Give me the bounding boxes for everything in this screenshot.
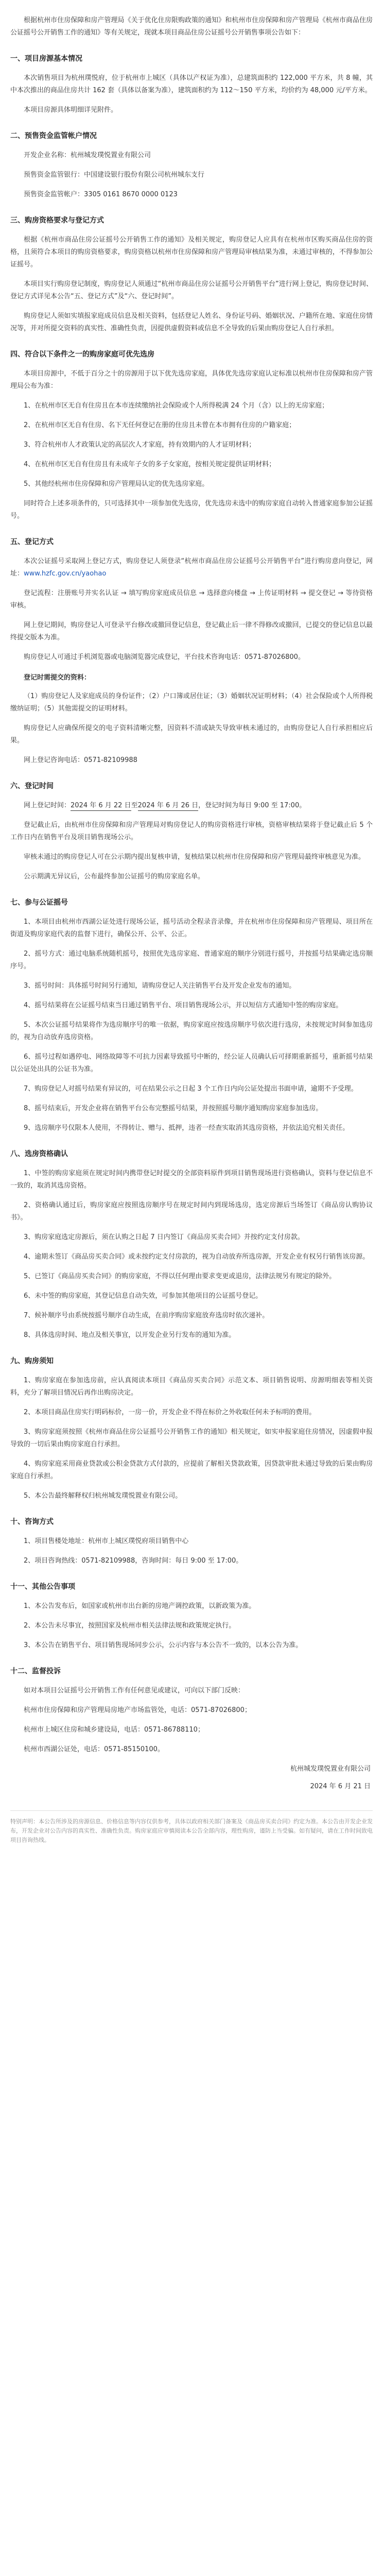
date-start: 2024 年 6 月 22 日 — [71, 801, 131, 811]
paragraph: 购房登记人应确保所提交的电子资料清晰完整，因资料不清或缺失导致审核未通过的，由购房登记人自行承担相应后果。 — [10, 724, 373, 744]
paragraph: 预售资金监管帐户：3305 0161 8670 0000 0123 — [24, 191, 178, 198]
section-heading-registration-time: 六、登记时间 — [10, 782, 54, 790]
list-item: 5、其他经杭州市住房保障和房产管理局认定的优先选房家庭。 — [24, 480, 209, 488]
paragraph: 2、资格确认通过后，购房家庭应按照选房顺序号在规定时间内到现场选房，选定房源后当场签订《商品房认购协议书》。 — [10, 1201, 373, 1222]
paragraph: 6、未中签的购房家庭，其登记信息自动失效，可参加其他项目的公证摇号登记。 — [24, 1292, 263, 1300]
signature-company: 杭州城发璞悦置业有限公司 — [290, 1765, 371, 1773]
paragraph: 2、本项目商品住房实行明码标价，一房一价，开发企业不得在标价之外收取任何未予标明的费用。 — [24, 1409, 316, 1416]
section-heading-priority: 四、符合以下条件之一的购房家庭可优先选房 — [10, 350, 154, 359]
paragraph: 网上登记期间，购房登记人可登录平台修改或撤回登记信息，登记截止后一律不得修改或撤回，已提交的登记信息以最终提交版本为准。 — [10, 621, 373, 641]
paragraph: 杭州市上城区住房和城乡建设局，电话：0571-86788110； — [24, 1726, 204, 1734]
paragraph-text: ，登记时间为每日 9:00 至 17:00。 — [198, 802, 306, 809]
paragraph: 本项目房源具体明细详见附件。 — [24, 106, 118, 114]
paragraph: 8、具体选房时间、地点及相关事宜，以开发企业另行发布的通知为准。 — [24, 1331, 236, 1339]
paragraph: 1、本公告发布后，如国家或杭州市出台新的房地产调控政策，以新政策为准。 — [24, 1602, 256, 1610]
paragraph: 3、购房家庭须按照《杭州市商品住房公证摇号公开销售工作的通知》相关规定，如实申报家庭住房情况，因虚假申报导致的一切后果由购房家庭自行承担。 — [10, 1428, 373, 1448]
paragraph: 购房登记人可通过手机浏览器或电脑浏览器完成登记，平台技术咨询电话：0571-87026800。 — [24, 653, 305, 661]
paragraph: 如对本项目公证摇号公开销售工作有任何意见或建议，可向以下部门反映： — [24, 1687, 245, 1694]
paragraph: （1）购房登记人及家庭成员的身份证件；（2）户口簿或居住证；（3）婚姻状况证明材料；（4）社会保险或个人所得税缴纳证明；（5）其他需提交的证明材料。 — [10, 692, 373, 713]
section-heading-notice: 九、购房须知 — [10, 1357, 54, 1365]
paragraph: 5、本次公证摇号结果将作为选房顺序号的唯一依据，购房家庭应按选房顺序号依次进行选房，未按规定时间参加选房的，视为自动放弃选房资格。 — [10, 1021, 373, 1041]
paragraph: 5、本公告最终解释权归杭州城发璞悦置业有限公司。 — [24, 1492, 182, 1500]
paragraph: 公示期满无异议后，公布最终参加公证摇号的购房家庭名单。 — [24, 873, 205, 880]
paragraph: 预售资金监管银行：中国建设银行股份有限公司杭州城东支行 — [24, 171, 205, 179]
paragraph: 9、选房顺序号仅限本人使用，不得转让、赠与、抵押，违者一经查实取消其选房资格，并依法追究相关责任。 — [24, 1124, 350, 1132]
intro-paragraph: 根据杭州市住房保障和房产管理局《关于优化住房限购政策的通知》和杭州市住房保障和房产管理局《杭州市商品住房公证摇号公开销售工作的通知》等有关规定，现就本项目商品住房公证摇号公开销售事项公告如下： — [10, 16, 373, 37]
paragraph: 5、已签订《商品房买卖合同》的购房家庭，不得以任何理由要求变更或退房，法律法规另有规定的除外。 — [24, 1273, 336, 1280]
paragraph: 杭州市住房保障和房产管理局房地产市场监管处，电话：0571-87026800； — [24, 1706, 251, 1714]
section-heading-supervision: 十二、监督投诉 — [10, 1667, 61, 1675]
paragraph: 8、摇号结束后，开发企业将在销售平台公布完整摇号结果，并按照摇号顺序通知购房家庭参加选房。 — [24, 1105, 323, 1112]
paragraph: 1、项目售楼处地址：杭州市上城区璞悦府项目销售中心 — [24, 1537, 189, 1545]
paragraph: 6、摇号过程如遇停电、网络故障等不可抗力因素导致摇号中断的，经公证人员确认后可择期重新摇号，重新摇号结果以公证处出具的公证书为准。 — [10, 1053, 373, 1073]
paragraph: 本项目实行购房登记制度，购房登记人须通过“杭州市商品住房公证摇号公开销售平台”进行网上登记，购房登记时间、登记方式详见本公告“五、登记方式”及“六、登记时间”。 — [10, 280, 373, 300]
paragraph: 购房登记人须如实填报家庭成员信息及相关资料，包括登记人姓名、身份证号码、婚姻状况、户籍所在地、家庭住房情况等，并对所提交资料的真实性、准确性负责，因提供虚假资料或信息不全导致的后果由购房登记人自行承担。 — [10, 312, 373, 332]
paragraph: 本项目房源中，不低于百分之十的房源用于以下优先选房家庭，具体优先选房家庭认定标准以杭州市住房保障和房产管理局公布为准： — [10, 370, 373, 390]
paragraph: 2、摇号方式：通过电脑系统随机摇号，按照优先选房家庭、普通家庭的顺序分别进行摇号，并按摇号结果确定选房顺序号。 — [10, 950, 373, 970]
section-heading-project: 一、项目房源基本情况 — [10, 55, 82, 63]
section-heading-lottery: 七、参与公证摇号 — [10, 899, 68, 907]
paragraph: 4、购房家庭采用商业贷款或公积金贷款方式付款的，应提前了解相关贷款政策，因贷款审批未通过导致的后果由购房家庭自行承担。 — [10, 1460, 373, 1480]
paragraph: 杭州市西湖公证处，电话：0571-85150100。 — [24, 1745, 164, 1753]
list-item: 3、符合杭州市人才政策认定的高层次人才家庭，持有效期内的人才证明材料； — [24, 441, 256, 449]
paragraph — [10, 555, 373, 580]
paragraph: 3、本公告在销售平台、项目销售现场同步公示，公示内容与本公告不一致的，以本公告为准。 — [24, 1641, 303, 1649]
paragraph: 1、本项目由杭州市西湖公证处进行现场公证，摇号活动全程录音录像，并在杭州市住房保障和房产管理局、项目所在街道及购房家庭代表的监督下进行，确保公开、公平、公正。 — [10, 918, 373, 938]
paragraph: 2、本公告未尽事宜，按照国家及杭州市相关法律法规和政策规定执行。 — [24, 1622, 236, 1630]
section-heading-confirmation: 八、选房资格确认 — [10, 1150, 68, 1158]
subheading-materials: 登记时需提交的资料： — [24, 674, 91, 682]
paragraph: 登记截止后，由杭州市住房保障和房产管理局对购房登记人的购房资格进行审核，资格审核结果将于登记截止后 5 个工作日内在销售平台及项目销售现场公示。 — [10, 821, 373, 841]
paragraph: 7、购房登记人对摇号结果有异议的，可在结果公示之日起 3 个工作日内向公证处提出书面申请，逾期不予受理。 — [24, 1085, 358, 1093]
paragraph: 审核未通过的购房登记人可在公示期内提出复核申请，复核结果以杭州市住房保障和房产管理局最终审核意见为准。 — [24, 853, 365, 861]
paragraph: 7、候补顺序号由系统按摇号顺序自动生成，在前序购房家庭放弃选房时依次递补。 — [24, 1312, 269, 1319]
section-heading-registration-method: 五、登记方式 — [10, 538, 54, 546]
paragraph: 根据《杭州市商品住房公证摇号公开销售工作的通知》及相关规定，购房登记人应具有在杭州市区购买商品住房的资格，且须符合本项目的购房资格要求，购房资格以杭州市住房保障和房产管理局审核结果为准，未通过审核的，不得参加公证摇号。 — [10, 236, 373, 268]
paragraph: 1、购房家庭在参加选房前，应认真阅读本项目《商品房买卖合同》示范文本、项目销售说明、房源明细表等相关资料，充分了解项目情况后再作出购房决定。 — [10, 1377, 373, 1397]
paragraph: 同时符合上述多项条件的，只可选择其中一项参加优先选房，优先选房未选中的购房家庭自动转入普通家庭参加公证摇号。 — [10, 500, 373, 520]
registration-period — [10, 800, 373, 812]
section-heading-escrow: 二、预售资金监管帐户情况 — [10, 132, 97, 140]
paragraph-text: 本次公证摇号采取网上登记方式，购房登记人须登录“杭州市商品住房公证摇号公开销售平台”进行购房意向登记，网址： — [10, 557, 373, 578]
footer-disclaimer: 特别声明：本公告所涉及的房源信息、价格信息等内容仅供参考，具体以政府相关部门备案及《商品房买卖合同》约定为准。本公告由开发企业发布，开发企业对公告内容的真实性、准确性负责。购房家庭应审慎阅读本公告全部内容，理性购房，谨防上当受骗。如有疑问，请在工作时间致电项目咨询热线。 — [10, 1810, 373, 1845]
paragraph: 3、摇号时间：具体摇号时间另行通知，请购房登记人关注销售平台及开发企业发布的通知。 — [24, 982, 296, 990]
signature-date: 2024 年 6 月 21 日 — [310, 1783, 371, 1790]
list-item: 2、在杭州市区无自有住房、名下无任何登记在册的住房且未曾在本市拥有住房的户籍家庭； — [24, 421, 296, 429]
paragraph: 登记流程：注册账号并实名认证 → 填写购房家庭成员信息 → 选择意向楼盘 → 上传证明材料 → 提交登记 → 等待资格审核。 — [10, 589, 373, 609]
section-heading-contact: 十、咨询方式 — [10, 1518, 54, 1526]
date-end: 2024 年 6 月 26 日 — [138, 801, 199, 811]
paragraph: 3、购房家庭选定房源后，须在认购之日起 7 日内签订《商品房买卖合同》并按约定支付房款。 — [24, 1233, 304, 1241]
paragraph-text: 至 — [131, 802, 138, 809]
section-heading-eligibility: 三、购房资格要求与登记方式 — [10, 216, 104, 225]
section-heading-other: 十一、其他公告事项 — [10, 1583, 75, 1591]
paragraph: 4、逾期未签订《商品房买卖合同》或未按约定支付房款的，视为自动放弃所选房源，开发企业有权另行销售该房源。 — [24, 1253, 370, 1261]
paragraph: 2、项目咨询热线：0571-82109988，咨询时间：每日 9:00 至 17:00。 — [24, 1557, 243, 1565]
paragraph: 1、中签的购房家庭须在规定时间内携带登记时提交的全部资料原件到项目销售现场进行资格确认，资料与登记信息不一致的，取消其选房资格。 — [10, 1170, 373, 1190]
paragraph: 本次销售项目为杭州璞悦府，位于杭州市上城区（具体以产权证为准），总建筑面积约 122,000 平方米，共 8 幢，其中本次推出的商品住房共计 162 套（具体以备案为准），建筑面积约为 112～150 平方米，均价约为 48,000 元/平方米。 — [10, 74, 373, 94]
list-item: 4、在杭州市区无自有住房且有未成年子女的多子女家庭，按相关规定提供证明材料； — [24, 461, 276, 468]
list-item: 1、在杭州市区无自有住房且在本市连续缴纳社会保险或个人所得税满 24 个月（含）以上的无房家庭； — [24, 402, 329, 410]
registration-link[interactable]: www.hzfc.gov.cn/yaohao — [24, 570, 107, 578]
paragraph: 开发企业名称：杭州城发璞悦置业有限公司 — [24, 151, 151, 159]
paragraph-text: 网上登记时间： — [24, 802, 71, 809]
paragraph: 4、摇号结果将在公证摇号结束当日通过销售平台、项目销售现场公示，并以短信方式通知中签的购房家庭。 — [24, 1002, 343, 1009]
paragraph: 网上登记咨询电话：0571-82109988 — [24, 756, 137, 764]
